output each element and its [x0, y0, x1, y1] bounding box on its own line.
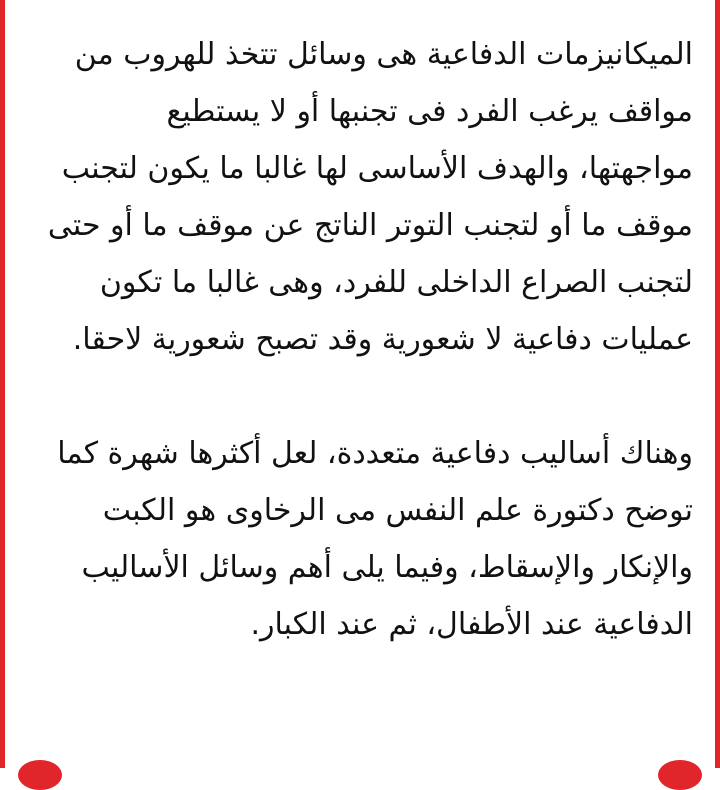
- article-paragraph: وهناك أساليب دفاعية متعددة، لعل أكثرها شهرة كما توضح دكتورة علم النفس مى الرخاوى هو الكبت والإنكار والإسقاط، وفيما يلى أهم وسائل الأساليب الدفاعية عند الأطفال، ثم عند الكبار.: [57, 436, 693, 642]
- decorative-corner-right: [658, 760, 702, 790]
- article-body: [45, 26, 693, 653]
- article-paragraph: الميكانيزمات الدفاعية هى وسائل تتخذ للهروب من مواقف يرغب الفرد فى تجنبها أو لا يستطيع مواجهتها، والهدف الأساسى لها غالبا ما يكون لتجنب موقف ما أو لتجنب التوتر الناتج عن موقف ما أو حتى لتجنب الصراع الداخلى للفرد، وهى غالبا ما تكون عمليات دفاعية لا شعورية وقد تصبح شعورية لاحقا.: [47, 37, 693, 357]
- decorative-corner-left: [18, 760, 62, 790]
